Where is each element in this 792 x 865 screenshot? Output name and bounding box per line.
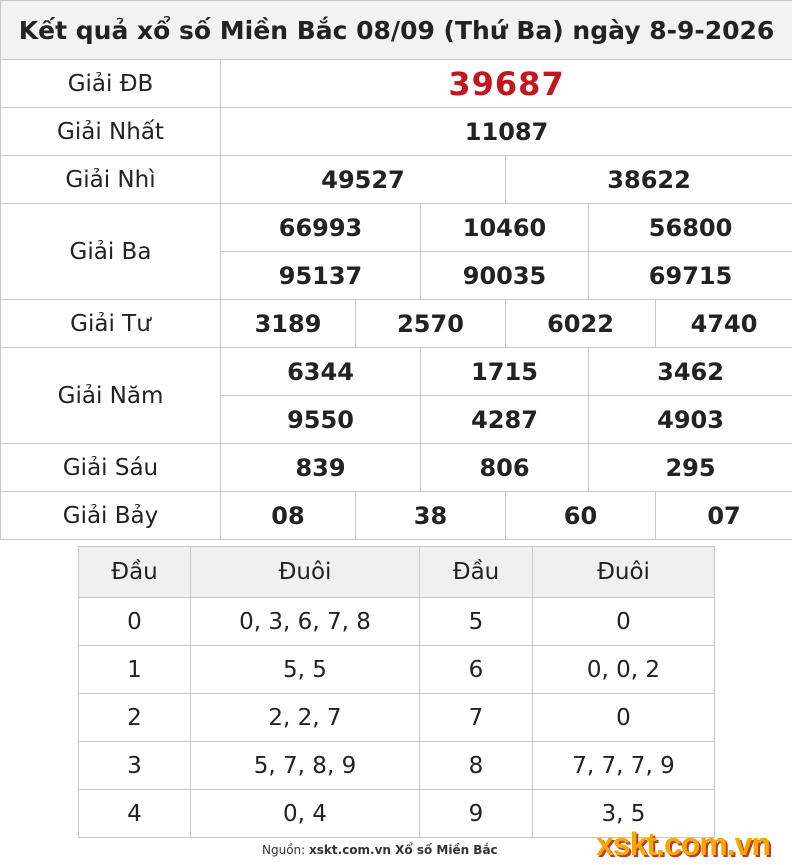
prize-label: Giải Tư [1,300,221,348]
prize-row-ba [1,204,792,252]
prize-number: 4903 [589,396,792,444]
prize-row-nhi [1,156,792,204]
prize-label: Giải Nhì [1,156,221,204]
loto-duoi: 7, 7, 7, 9 [533,742,715,790]
loto-dau: 3 [79,742,191,790]
prize-number: 9550 [221,396,421,444]
loto-row [79,598,715,646]
prize-row-bay [1,492,792,540]
prize-label: Giải Bảy [1,492,221,540]
loto-row [79,694,715,742]
loto-duoi: 2, 2, 7 [191,694,420,742]
prize-row-tu [1,300,792,348]
loto-dau: 2 [79,694,191,742]
loto-header-duoi: Đuôi [191,547,420,598]
prize-number: 56800 [589,204,792,252]
prize-number: 38622 [506,156,792,204]
prize-number: 295 [589,444,792,492]
prize-number: 69715 [589,252,792,300]
site-logo: xskt.com.vn [596,826,770,862]
loto-dau: 1 [79,646,191,694]
loto-dau: 0 [79,598,191,646]
loto-header-duoi: Đuôi [533,547,715,598]
page-title: Kết quả xổ số Miền Bắc 08/09 (Thứ Ba) ngày 8-9-2026 [1,1,792,60]
prize-row-nam [1,348,792,396]
prize-label: Giải ĐB [1,60,221,108]
prize-number: 38 [356,492,506,540]
prize-number: 95137 [221,252,421,300]
prize-number: 1715 [421,348,589,396]
footer-prefix: Nguồn: [262,843,306,857]
prize-number: 11087 [221,108,792,156]
prize-number: 6022 [506,300,656,348]
loto-duoi: 0, 3, 6, 7, 8 [191,598,420,646]
loto-duoi: 0, 0, 2 [533,646,715,694]
loto-duoi: 0 [533,694,715,742]
prize-number: 07 [656,492,792,540]
prize-label: Giải Năm [1,348,221,444]
prize-label: Giải Sáu [1,444,221,492]
loto-header-dau: Đầu [420,547,533,598]
prize-row-db [1,60,792,108]
prize-row-nhat [1,108,792,156]
prize-number: 08 [221,492,356,540]
prize-number: 90035 [421,252,589,300]
prize-label: Giải Ba [1,204,221,300]
loto-dau: 9 [420,790,533,838]
loto-table [78,546,715,838]
prize-number: 60 [506,492,656,540]
prize-number: 3462 [589,348,792,396]
footer-source-link[interactable]: xskt.com.vn Xổ số Miền Bắc [309,843,498,857]
loto-duoi: 3, 5 [533,790,715,838]
source-footer [262,843,498,857]
prize-number: 4740 [656,300,792,348]
prize-row-sau [1,444,792,492]
prize-number: 839 [221,444,421,492]
loto-duoi: 0, 4 [191,790,420,838]
special-prize-number: 39687 [221,60,792,108]
loto-dau: 8 [420,742,533,790]
prize-number: 2570 [356,300,506,348]
loto-dau: 7 [420,694,533,742]
prize-number: 4287 [421,396,589,444]
loto-row [79,742,715,790]
prize-label: Giải Nhất [1,108,221,156]
prize-number: 3189 [221,300,356,348]
loto-row [79,646,715,694]
prize-number: 10460 [421,204,589,252]
loto-dau: 6 [420,646,533,694]
loto-dau: 5 [420,598,533,646]
prize-number: 49527 [221,156,506,204]
loto-duoi: 5, 7, 8, 9 [191,742,420,790]
loto-duoi: 0 [533,598,715,646]
loto-dau: 4 [79,790,191,838]
loto-duoi: 5, 5 [191,646,420,694]
prize-number: 66993 [221,204,421,252]
prize-number: 806 [421,444,589,492]
loto-header-dau: Đầu [79,547,191,598]
prize-number: 6344 [221,348,421,396]
